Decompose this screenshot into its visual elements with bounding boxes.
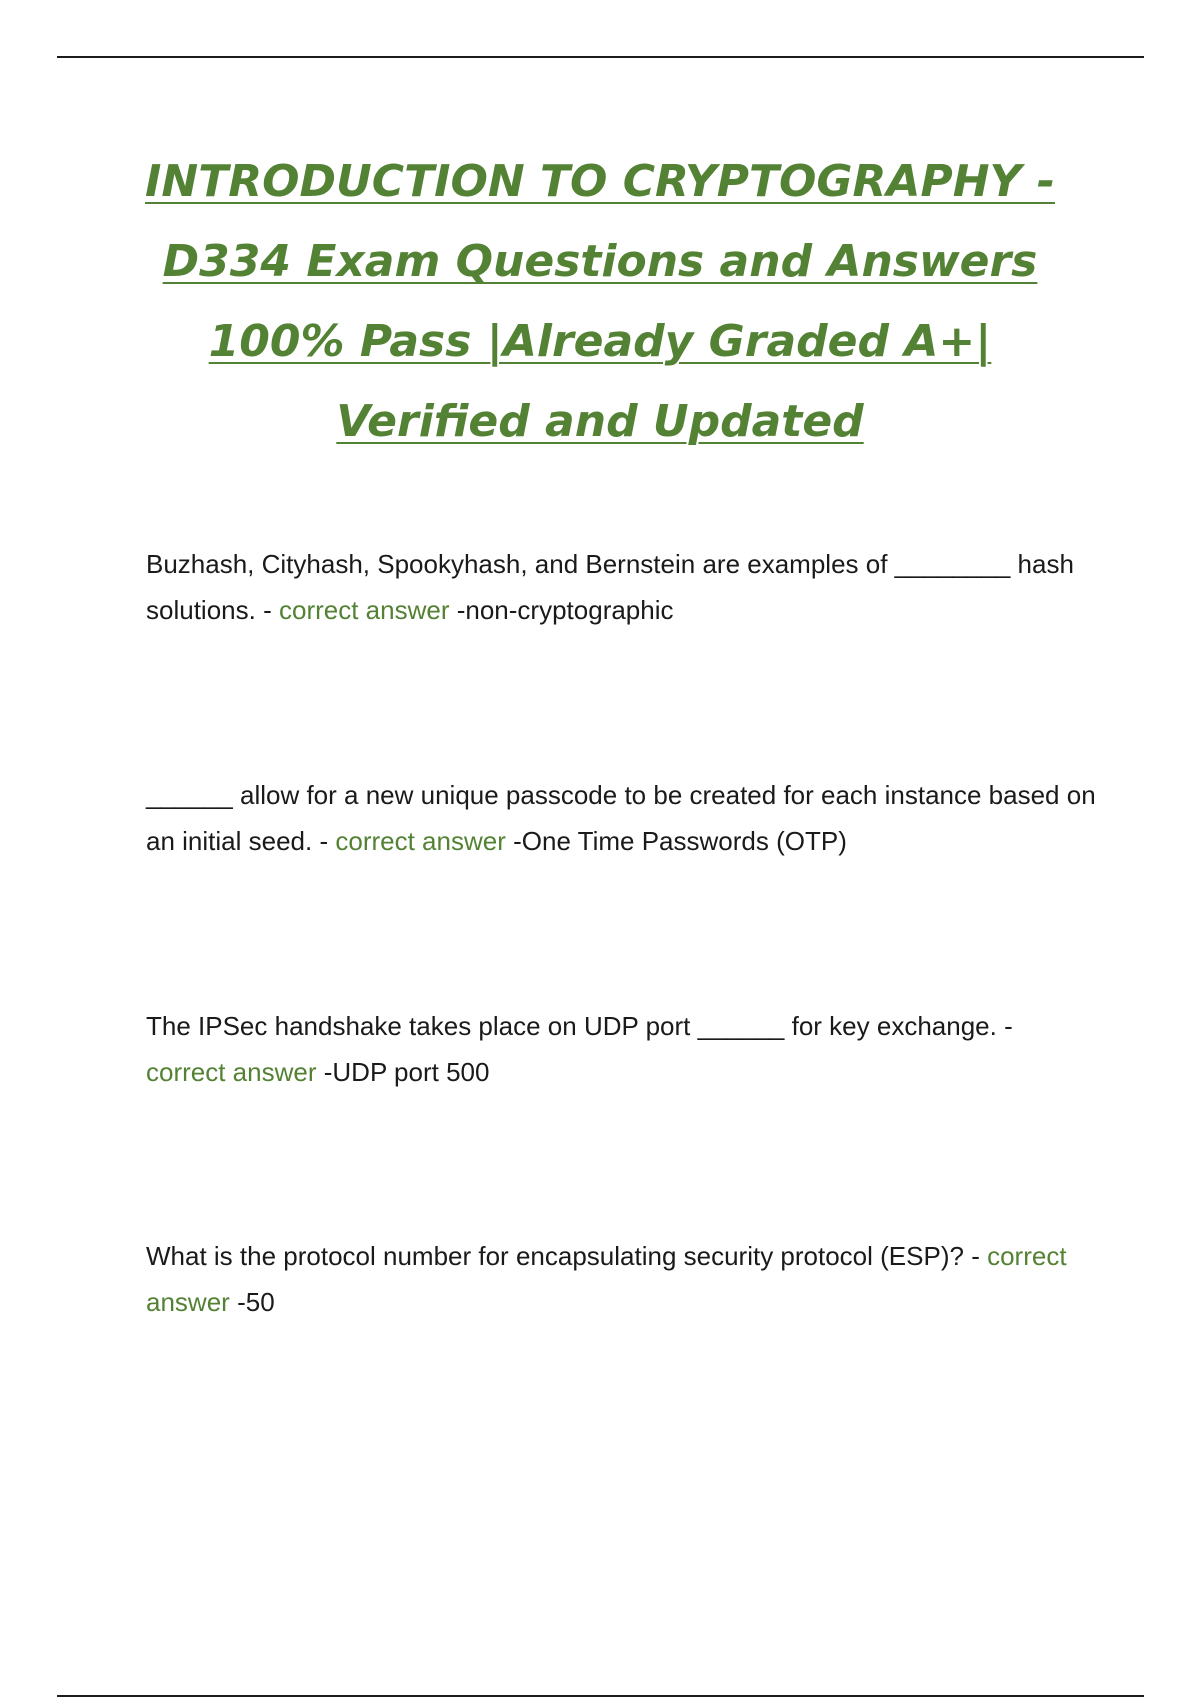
correct-answer-label: correct answer	[146, 1241, 1067, 1317]
qa-item	[146, 772, 1096, 864]
title-line-1: INTRODUCTION TO CRYPTOGRAPHY -	[145, 156, 1055, 207]
separator: -	[319, 826, 329, 856]
separator: -	[1004, 1011, 1013, 1041]
separator: -	[263, 595, 272, 625]
question-text: Buzhash, Cityhash, Spookyhash, and Bernstein are examples of ________ hash solutions.	[146, 549, 1074, 625]
header-rule	[57, 56, 1144, 58]
correct-answer-label: correct answer	[335, 826, 506, 856]
separator: -	[971, 1241, 980, 1271]
qa-item	[146, 541, 1096, 633]
footer-rule	[57, 1695, 1144, 1697]
title-line-2: D334 Exam Questions and Answers	[162, 236, 1038, 287]
question-text: ______ allow for a new unique passcode to be created for each instance based on an initial seed.	[146, 780, 1096, 856]
answer-text: -UDP port 500	[323, 1057, 490, 1087]
question-text: The IPSec handshake takes place on UDP port ______ for key exchange.	[146, 1011, 997, 1041]
question-text: What is the protocol number for encapsulating security protocol (ESP)?	[146, 1241, 964, 1271]
qa-item	[146, 1233, 1096, 1325]
correct-answer-label: correct answer	[146, 1057, 317, 1087]
title-line-3: 100% Pass |Already Graded A+|	[208, 316, 992, 367]
answer-text: -non-cryptographic	[456, 595, 674, 625]
title-line-4: Verified and Updated	[336, 396, 864, 447]
correct-answer-label: correct answer	[278, 595, 450, 625]
answer-text: -50	[237, 1287, 275, 1317]
document-title	[100, 142, 1100, 462]
qa-item	[146, 1003, 1096, 1095]
answer-text: -One Time Passwords (OTP)	[513, 826, 847, 856]
